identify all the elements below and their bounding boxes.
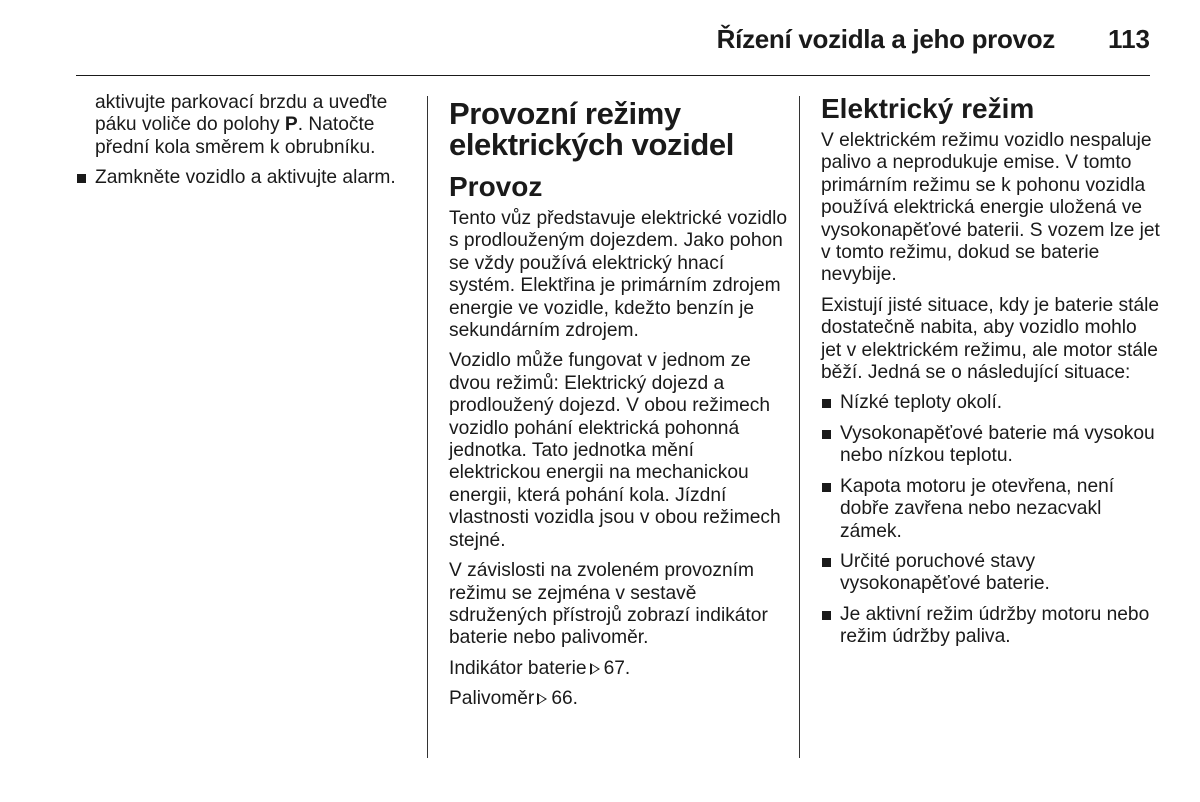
text-line: aktivujte parkovací brzdu a uveďte — [95, 92, 388, 113]
paragraph: V závislosti na zvoleném provozním režimu se zejména v sestavě sdružených přístrojů zobrazí indikátor baterie nebo palivoměr. — [449, 560, 768, 649]
list-item — [821, 392, 1161, 414]
list-item — [76, 167, 406, 189]
bullet-square-icon — [77, 174, 86, 183]
section-title: Elektrický režim — [821, 93, 1035, 124]
page-reference[interactable] — [449, 658, 789, 680]
column-3 — [821, 92, 1161, 657]
list-item-text: Kapota motoru je otevřena, není dobře zavřena nebo nezacvakl zámek. — [840, 475, 1115, 542]
page-reference[interactable] — [449, 688, 789, 710]
paragraph: Tento vůz představuje elektrické vozidlo s prodlouženým dojezdem. Jako pohon se vždy používá elektrický hnací systém. Elektřina je primárním zdrojem energie ve vozidle, kdežto benzín je sekundárním zdrojem. — [449, 208, 788, 342]
list-item — [821, 476, 1161, 543]
list-item-text: Vysokonapěťové baterie má vysokou nebo nízkou teplotu. — [840, 422, 1155, 467]
bullet-square-icon — [822, 399, 831, 408]
gear-position-p: P — [284, 114, 298, 136]
reference-page[interactable]: 66. — [551, 688, 578, 710]
list-item-text: Zamkněte vozidlo a aktivujte alarm. — [95, 167, 396, 189]
column-1 — [76, 92, 406, 198]
bullet-square-icon — [822, 430, 831, 439]
text-line: páku voliče do polohy — [95, 114, 285, 136]
paragraph: V elektrickém režimu vozidlo nespaluje palivo a neprodukuje emise. V tomto primárním režimu se k pohonu vozidla používá elektrická energie uložená ve vysokonapěťové baterii. S vozem lze jet v tomto režimu, dokud se baterie nevybije. — [821, 130, 1160, 286]
page-number: 113 — [1108, 24, 1150, 54]
reference-label: Palivoměr — [449, 688, 535, 710]
list-item-text: Je aktivní režim údržby motoru nebo režim údržby paliva. — [840, 603, 1150, 648]
section-title: Provozní režimy elektrických vozidel — [449, 96, 734, 162]
section-subtitle: Provoz — [449, 171, 543, 202]
list-item — [821, 604, 1161, 649]
text-line: přední kola směrem k obrubníku. — [95, 136, 376, 158]
bullet-square-icon — [822, 558, 831, 567]
page-reference-arrow-icon — [537, 693, 547, 705]
column-divider-2 — [799, 96, 800, 758]
column-divider-1 — [427, 96, 428, 758]
paragraph: Vozidlo může fungovat v jednom ze dvou režimů: Elektrický dojezd a prodloužený dojezd. V obou režimech vozidlo pohání elektrická pohonná jednotka. Tato jednotka mění elektrickou energii na mechanickou energii, která pohání kola. Jízdní vlastnosti vozidla jsou v obou režimech stejné. — [449, 350, 781, 551]
list-item-text: Nízké teploty okolí. — [840, 392, 1003, 414]
paragraph: Existují jisté situace, kdy je baterie stále dostatečně nabita, aby vozidlo mohlo jet v elektrickém režimu, ale motor stále běží. Jedná se o následující situace: — [821, 294, 1160, 384]
text-line: . Natočte — [297, 114, 375, 136]
bullet-square-icon — [822, 611, 831, 620]
header-title: Řízení vozidla a jeho provoz — [716, 24, 1055, 54]
column-2 — [449, 92, 789, 719]
list-item-text: Určité poruchové stavy vysokonapěťové baterie. — [840, 550, 1050, 595]
list-item — [821, 423, 1161, 468]
bullet-square-icon — [822, 483, 831, 492]
continued-paragraph — [76, 92, 406, 159]
list-item — [821, 551, 1161, 596]
reference-label: Indikátor baterie — [449, 657, 587, 679]
reference-page[interactable]: 67. — [603, 657, 631, 679]
header-divider — [76, 75, 1150, 76]
page-reference-arrow-icon — [590, 663, 600, 675]
